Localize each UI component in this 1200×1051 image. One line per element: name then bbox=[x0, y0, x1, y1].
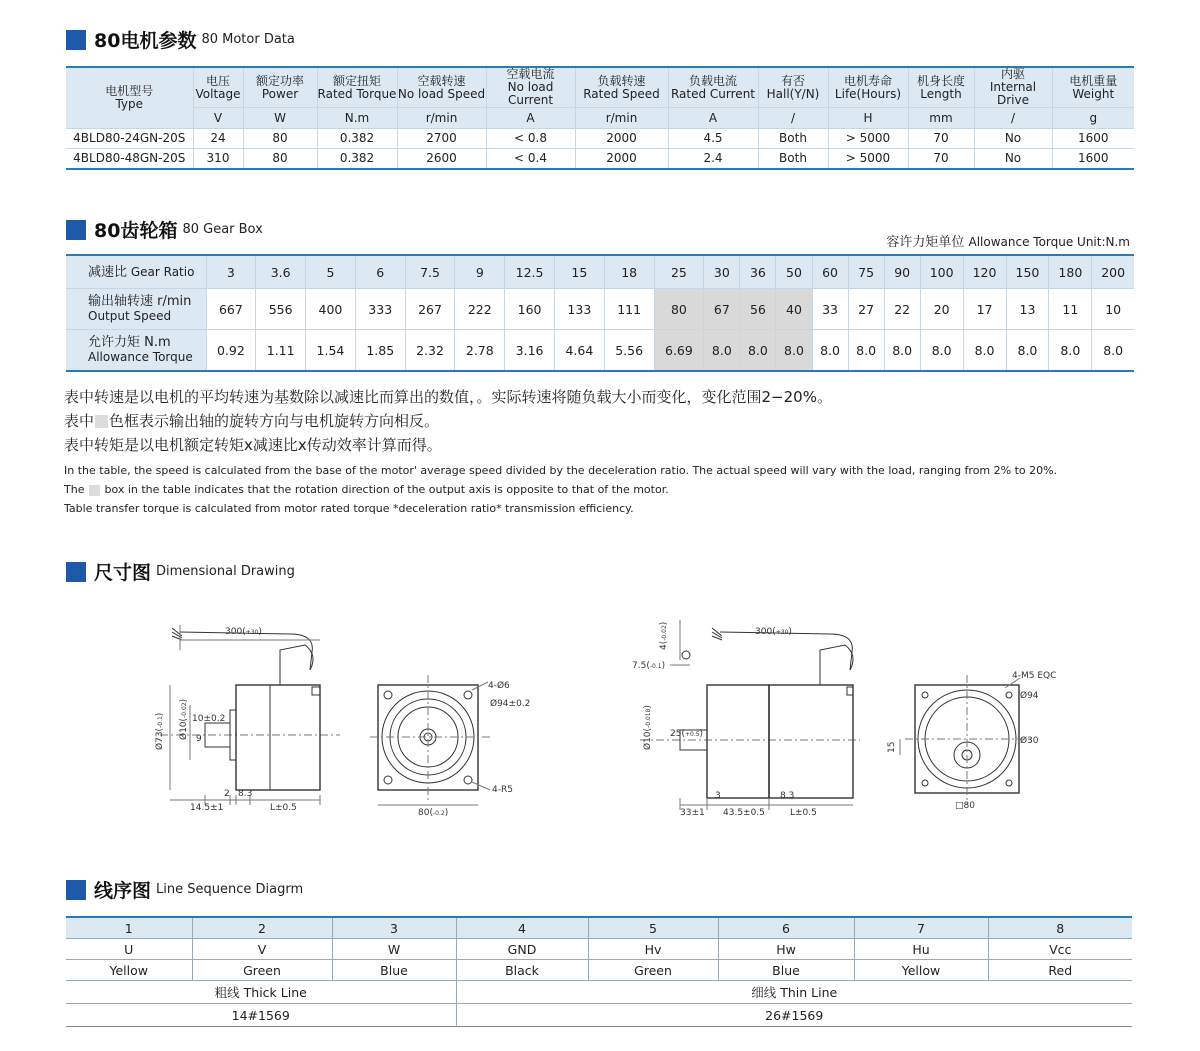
allowance-torque-cell: 1.85 bbox=[355, 330, 405, 372]
gear-ratio-label bbox=[66, 255, 206, 289]
output-speed-cell: 556 bbox=[256, 289, 306, 330]
output-speed-cell: 11 bbox=[1049, 289, 1092, 330]
thick-line-cell bbox=[66, 981, 456, 1004]
thick-line-en: Thick Line bbox=[243, 985, 307, 1000]
header-en: Rated Torque bbox=[317, 86, 397, 101]
header-cn: 负载电流 bbox=[688, 73, 737, 88]
output-speed-row bbox=[66, 289, 1134, 330]
header-en: Type bbox=[115, 97, 144, 111]
wire-color-row bbox=[66, 960, 1132, 981]
english-notes bbox=[64, 461, 1057, 518]
gear-ratio-cell: 9 bbox=[455, 255, 505, 289]
motor-section-title-cn: 80电机参数 bbox=[94, 30, 197, 52]
output-speed-label bbox=[66, 289, 206, 330]
unit-cell: / bbox=[758, 108, 828, 129]
pin-number-cell: 6 bbox=[718, 917, 854, 939]
output-speed-cell: 80 bbox=[654, 289, 704, 330]
output-speed-cell: 111 bbox=[604, 289, 654, 330]
dim-8-3: 8.3 bbox=[238, 789, 253, 799]
note-cn-2b: 色框表示输出轴的旋转方向与电机旋转方向相反。 bbox=[109, 412, 440, 430]
unit-note-cn: 容许力矩单位 bbox=[886, 235, 965, 250]
gear-ratio-cell: 12.5 bbox=[505, 255, 555, 289]
signal-cell: GND bbox=[456, 939, 588, 960]
thin-line-en: Thin Line bbox=[780, 985, 838, 1000]
wire-color-cell: Blue bbox=[718, 960, 854, 981]
note-cn-1: 表中转速是以电机的平均转速为基数除以减速比而算出的数值，。实际转速将随负载大小而变化，变化范围2−20%。 bbox=[64, 388, 832, 406]
motor-data-table bbox=[66, 66, 1134, 170]
dim-mount-holes: 4-Ø6 bbox=[488, 681, 510, 691]
output-speed-cell: 27 bbox=[848, 289, 884, 330]
dim-lead-length: 300(+30) bbox=[225, 627, 262, 637]
output-speed-cell: 222 bbox=[455, 289, 505, 330]
dim-gear-offset: 15 bbox=[887, 741, 897, 753]
motor-section-title-en: 80 Motor Data bbox=[201, 32, 295, 47]
gear-ratio-cell: 75 bbox=[848, 255, 884, 289]
gearmotor-front-view bbox=[900, 675, 1030, 805]
note-en-2a: The bbox=[64, 483, 85, 496]
motor-header-cell bbox=[1052, 67, 1134, 108]
gear-ratio-cell: 120 bbox=[963, 255, 1006, 289]
note-cn-3: 表中转矩是以电机额定转矩x减速比x传动效率计算而得。 bbox=[64, 436, 442, 454]
signal-cell: W bbox=[332, 939, 456, 960]
dim-key-7-5: 7.5(-0.1) bbox=[632, 661, 666, 671]
header-en: Internal Drive bbox=[989, 80, 1037, 107]
table-cell: 2000 bbox=[575, 129, 668, 149]
pin-number-cell: 5 bbox=[588, 917, 718, 939]
table-cell: 80 bbox=[243, 149, 317, 170]
dim-gear-43-5: 43.5±0.5 bbox=[723, 808, 765, 818]
table-cell: 0.382 bbox=[317, 129, 397, 149]
allowance-torque-cell: 1.11 bbox=[256, 330, 306, 372]
header-en: Weight bbox=[1072, 86, 1115, 101]
label-en: Allowance Torque bbox=[88, 350, 193, 364]
output-speed-cell: 33 bbox=[812, 289, 848, 330]
shade-swatch bbox=[95, 415, 108, 428]
dim-2: 2 bbox=[224, 789, 230, 799]
allowance-torque-cell: 6.69 bbox=[654, 330, 704, 372]
output-speed-cell: 22 bbox=[884, 289, 920, 330]
table-cell: 70 bbox=[908, 129, 974, 149]
table-cell: 24 bbox=[193, 129, 243, 149]
header-cn: 负载转速 bbox=[597, 73, 646, 88]
motor-front-view bbox=[370, 675, 490, 805]
allowance-torque-cell: 8.0 bbox=[1006, 330, 1049, 372]
line-section-heading bbox=[66, 876, 303, 903]
line-section-title-en: Line Sequence Diagrm bbox=[156, 882, 304, 897]
gear-section-heading bbox=[66, 216, 263, 243]
gear-ratio-cell: 90 bbox=[884, 255, 920, 289]
gear-ratio-cell: 5 bbox=[306, 255, 356, 289]
motor-header-cell bbox=[668, 67, 758, 108]
unit-cell: N.m bbox=[317, 108, 397, 129]
wire-color-cell: Green bbox=[588, 960, 718, 981]
wire-color-cell: Yellow bbox=[66, 960, 192, 981]
gear-ratio-cell: 3.6 bbox=[256, 255, 306, 289]
motor-header-cell bbox=[575, 67, 668, 108]
allowance-torque-cell: 8.0 bbox=[704, 330, 740, 372]
signal-cell: Hv bbox=[588, 939, 718, 960]
gear-section-title-cn: 80齿轮箱 bbox=[94, 220, 178, 242]
unit-cell: V bbox=[193, 108, 243, 129]
pin-number-cell: 8 bbox=[988, 917, 1132, 939]
dim-gear-square: □80 bbox=[955, 801, 975, 811]
dim-shaft-diameter: Ø10(-0.02) bbox=[179, 698, 189, 740]
motor-table-units bbox=[66, 108, 1134, 129]
dim-gear-length-l: L±0.5 bbox=[790, 808, 817, 818]
output-speed-cell: 400 bbox=[306, 289, 356, 330]
signal-cell: U bbox=[66, 939, 192, 960]
section-marker-icon bbox=[66, 880, 86, 900]
unit-cell: r/min bbox=[575, 108, 668, 129]
dim-pcd: Ø94±0.2 bbox=[490, 699, 531, 709]
allowance-torque-cell: 4.64 bbox=[554, 330, 604, 372]
dim-key-4: 4(-0.02) bbox=[659, 621, 669, 650]
motor-table-header bbox=[66, 67, 1134, 108]
chinese-notes bbox=[64, 385, 832, 457]
header-cn: 空载转速 bbox=[417, 73, 466, 88]
signal-row bbox=[66, 939, 1132, 960]
table-cell: 4BLD80-48GN-20S bbox=[66, 149, 193, 170]
table-cell: Both bbox=[758, 129, 828, 149]
unit-note-en: Allowance Torque Unit:N.m bbox=[968, 235, 1130, 249]
pin-number-cell: 1 bbox=[66, 917, 192, 939]
wire-type-row bbox=[66, 981, 1132, 1004]
motor-header-cell bbox=[66, 67, 193, 129]
section-marker-icon bbox=[66, 562, 86, 582]
wire-spec-row bbox=[66, 1004, 1132, 1027]
output-speed-cell: 67 bbox=[704, 289, 740, 330]
gear-ratio-cell: 15 bbox=[554, 255, 604, 289]
gear-ratio-cell: 25 bbox=[654, 255, 704, 289]
table-row bbox=[66, 129, 1134, 149]
allowance-torque-cell: 8.0 bbox=[1049, 330, 1092, 372]
note-en-3: Table transfer torque is calculated from motor rated torque *deceleration ratio* transmission efficiency. bbox=[64, 502, 634, 515]
note-en-1: In the table, the speed is calculated from the base of the motor' average speed divided by the deceleration ratio. The actual speed will vary with the load, ranging from 2% to 20%. bbox=[64, 464, 1058, 477]
drawing-section-heading bbox=[66, 558, 295, 585]
allowance-torque-cell: 8.0 bbox=[848, 330, 884, 372]
header-en: Hall(Y/N) bbox=[766, 86, 820, 101]
output-speed-cell: 56 bbox=[740, 289, 776, 330]
table-cell: 2600 bbox=[397, 149, 486, 170]
pin-number-row bbox=[66, 917, 1132, 939]
motor-section-heading bbox=[66, 26, 295, 53]
motor-header-cell bbox=[317, 67, 397, 108]
wire-color-cell: Red bbox=[988, 960, 1132, 981]
thin-spec-cell: 26#1569 bbox=[765, 1007, 824, 1023]
pin-number-cell: 3 bbox=[332, 917, 456, 939]
header-cn: 电机重量 bbox=[1069, 73, 1118, 88]
section-marker-icon bbox=[66, 220, 86, 240]
dimensional-drawing bbox=[150, 610, 1170, 825]
allowance-torque-unit-note bbox=[886, 231, 1130, 250]
label-en: Output Speed bbox=[88, 309, 172, 323]
unit-cell: mm bbox=[908, 108, 974, 129]
gear-box-table bbox=[66, 254, 1134, 372]
dim-gear-lead-length: 300(+30) bbox=[755, 627, 792, 637]
header-en: No load Current bbox=[507, 80, 554, 107]
header-en: Voltage bbox=[195, 86, 241, 101]
table-cell: < 0.4 bbox=[486, 149, 575, 170]
drawing-section-title-en: Dimensional Drawing bbox=[156, 564, 295, 579]
wire-color-cell: Green bbox=[192, 960, 332, 981]
table-cell: 4BLD80-24GN-20S bbox=[66, 129, 193, 149]
output-speed-cell: 13 bbox=[1006, 289, 1049, 330]
gear-ratio-cell: 200 bbox=[1092, 255, 1134, 289]
gear-ratio-row bbox=[66, 255, 1134, 289]
table-cell: 1600 bbox=[1052, 129, 1134, 149]
allowance-torque-cell: 8.0 bbox=[963, 330, 1006, 372]
label-cn: 减速比 bbox=[88, 264, 128, 280]
motor-header-cell bbox=[397, 67, 486, 108]
dim-14-5: 14.5±1 bbox=[190, 803, 224, 813]
header-cn: 电机型号 bbox=[105, 84, 154, 98]
wire-color-cell: Yellow bbox=[854, 960, 988, 981]
wire-color-cell: Blue bbox=[332, 960, 456, 981]
pin-number-cell: 2 bbox=[192, 917, 332, 939]
gear-ratio-cell: 180 bbox=[1049, 255, 1092, 289]
thin-line-cell bbox=[456, 981, 1132, 1004]
table-cell: 0.382 bbox=[317, 149, 397, 170]
gear-ratio-cell: 3 bbox=[206, 255, 256, 289]
note-en-2 bbox=[64, 480, 1057, 499]
dim-key-width: 10±0.2 bbox=[192, 714, 226, 724]
header-cn: 机身长度 bbox=[916, 73, 965, 88]
motor-header-cell bbox=[243, 67, 317, 108]
header-cn: 电机寿命 bbox=[843, 73, 892, 88]
header-en: Power bbox=[261, 86, 299, 101]
unit-cell: r/min bbox=[397, 108, 486, 129]
header-en: Length bbox=[920, 86, 962, 101]
gear-ratio-cell: 50 bbox=[776, 255, 812, 289]
table-cell: > 5000 bbox=[828, 149, 908, 170]
dim-length-l: L±0.5 bbox=[270, 803, 297, 813]
motor-header-cell bbox=[974, 67, 1052, 108]
header-en: No load Speed bbox=[397, 86, 486, 101]
output-speed-cell: 20 bbox=[920, 289, 963, 330]
gear-ratio-cell: 36 bbox=[740, 255, 776, 289]
gear-ratio-cell: 7.5 bbox=[405, 255, 455, 289]
thin-line-cn: 细线 bbox=[751, 985, 777, 1000]
output-speed-cell: 667 bbox=[206, 289, 256, 330]
allowance-torque-cell: 8.0 bbox=[740, 330, 776, 372]
note-en-2b: box in the table indicates that the rotation direction of the output axis is opposite to that of the motor. bbox=[104, 483, 669, 496]
allowance-torque-cell: 8.0 bbox=[1092, 330, 1134, 372]
gearmotor-side-view bbox=[640, 620, 860, 810]
output-speed-cell: 17 bbox=[963, 289, 1006, 330]
allowance-torque-cell: 1.54 bbox=[306, 330, 356, 372]
gear-ratio-cell: 150 bbox=[1006, 255, 1049, 289]
allowance-torque-cell: 0.92 bbox=[206, 330, 256, 372]
dim-flange-square: 80(-0.2) bbox=[418, 808, 449, 818]
table-cell: No bbox=[974, 149, 1052, 170]
motor-header-cell bbox=[193, 67, 243, 108]
dim-gear-3: 3 bbox=[715, 791, 721, 801]
thick-spec-cell: 14#1569 bbox=[66, 1004, 456, 1027]
dim-gear-33: 33±1 bbox=[680, 808, 705, 818]
drawing-section-title-cn: 尺寸图 bbox=[94, 562, 152, 584]
output-speed-cell: 133 bbox=[554, 289, 604, 330]
allowance-torque-row bbox=[66, 330, 1134, 372]
dim-body-diameter: Ø73(-0.1) bbox=[155, 712, 165, 750]
note-cn-2a: 表中 bbox=[64, 412, 95, 430]
header-cn: 额定功率 bbox=[255, 73, 304, 88]
label-en: Gear Ratio bbox=[130, 264, 195, 279]
allowance-torque-cell: 8.0 bbox=[884, 330, 920, 372]
dim-gear-8-3: 8.3 bbox=[780, 791, 795, 801]
line-sequence-table bbox=[66, 916, 1132, 1027]
table-cell: Both bbox=[758, 149, 828, 170]
header-cn: 空载电流 bbox=[506, 67, 555, 81]
table-cell: 310 bbox=[193, 149, 243, 170]
signal-cell: Hu bbox=[854, 939, 988, 960]
output-speed-cell: 40 bbox=[776, 289, 812, 330]
header-cn: 额定扭矩 bbox=[332, 73, 381, 88]
allowance-torque-label bbox=[66, 330, 206, 372]
gear-ratio-cell: 6 bbox=[355, 255, 405, 289]
dim-key-depth: 9 bbox=[196, 734, 202, 744]
header-cn: 内驱 bbox=[1000, 67, 1025, 81]
header-cn: 电压 bbox=[205, 73, 230, 88]
table-cell: 2000 bbox=[575, 149, 668, 170]
wire-color-cell: Black bbox=[456, 960, 588, 981]
unit-cell: W bbox=[243, 108, 317, 129]
allowance-torque-cell: 2.78 bbox=[455, 330, 505, 372]
motor-header-cell bbox=[828, 67, 908, 108]
header-cn: 有否 bbox=[780, 73, 805, 88]
unit-cell: A bbox=[486, 108, 575, 129]
table-cell: 2700 bbox=[397, 129, 486, 149]
gear-section-title-en: 80 Gear Box bbox=[182, 222, 263, 237]
allowance-torque-cell: 8.0 bbox=[812, 330, 848, 372]
gear-ratio-cell: 18 bbox=[604, 255, 654, 289]
pin-number-cell: 7 bbox=[854, 917, 988, 939]
section-marker-icon bbox=[66, 30, 86, 50]
motor-header-cell bbox=[758, 67, 828, 108]
table-cell: No bbox=[974, 129, 1052, 149]
output-speed-cell: 160 bbox=[505, 289, 555, 330]
shade-swatch bbox=[89, 485, 100, 496]
output-speed-cell: 267 bbox=[405, 289, 455, 330]
allowance-torque-cell: 5.56 bbox=[604, 330, 654, 372]
table-cell: 80 bbox=[243, 129, 317, 149]
dim-gear-shaft-diameter: Ø10(-0.018) bbox=[643, 705, 653, 750]
unit-cell: H bbox=[828, 108, 908, 129]
table-cell: 4.5 bbox=[668, 129, 758, 149]
header-en: Life(Hours) bbox=[834, 86, 902, 101]
gear-ratio-cell: 100 bbox=[920, 255, 963, 289]
motor-header-cell bbox=[908, 67, 974, 108]
table-cell: 2.4 bbox=[668, 149, 758, 170]
gear-ratio-cell: 30 bbox=[704, 255, 740, 289]
note-cn-2 bbox=[64, 409, 832, 433]
label-cn: 允许力矩 N.m bbox=[88, 335, 171, 350]
pin-number-cell: 4 bbox=[456, 917, 588, 939]
signal-cell: Vcc bbox=[988, 939, 1132, 960]
signal-cell: Hw bbox=[718, 939, 854, 960]
unit-cell: g bbox=[1052, 108, 1134, 129]
gear-ratio-cell: 60 bbox=[812, 255, 848, 289]
output-speed-cell: 333 bbox=[355, 289, 405, 330]
label-cn: 输出轴转速 r/min bbox=[88, 294, 192, 309]
motor-header-cell bbox=[486, 67, 575, 108]
dim-corner-radius: 4-R5 bbox=[492, 785, 513, 795]
allowance-torque-cell: 2.32 bbox=[405, 330, 455, 372]
header-en: Rated Current bbox=[670, 86, 756, 101]
dim-gear-mount-threads: 4-M5 EQC bbox=[1012, 671, 1057, 681]
unit-cell: A bbox=[668, 108, 758, 129]
thick-line-cn: 粗线 bbox=[214, 985, 240, 1000]
allowance-torque-cell: 3.16 bbox=[505, 330, 555, 372]
table-cell: 1600 bbox=[1052, 149, 1134, 170]
table-cell: 70 bbox=[908, 149, 974, 170]
allowance-torque-cell: 8.0 bbox=[920, 330, 963, 372]
dim-gear-boss: Ø30 bbox=[1020, 736, 1039, 746]
table-cell: < 0.8 bbox=[486, 129, 575, 149]
output-speed-cell: 10 bbox=[1092, 289, 1134, 330]
table-cell: > 5000 bbox=[828, 129, 908, 149]
header-en: Rated Speed bbox=[583, 86, 660, 101]
line-section-title-cn: 线序图 bbox=[94, 880, 152, 902]
signal-cell: V bbox=[192, 939, 332, 960]
allowance-torque-cell: 8.0 bbox=[776, 330, 812, 372]
table-row bbox=[66, 149, 1134, 170]
unit-cell: / bbox=[974, 108, 1052, 129]
dim-key-length-25: 25(+0.5) bbox=[670, 729, 704, 739]
dim-gear-pcd: Ø94 bbox=[1020, 691, 1039, 701]
